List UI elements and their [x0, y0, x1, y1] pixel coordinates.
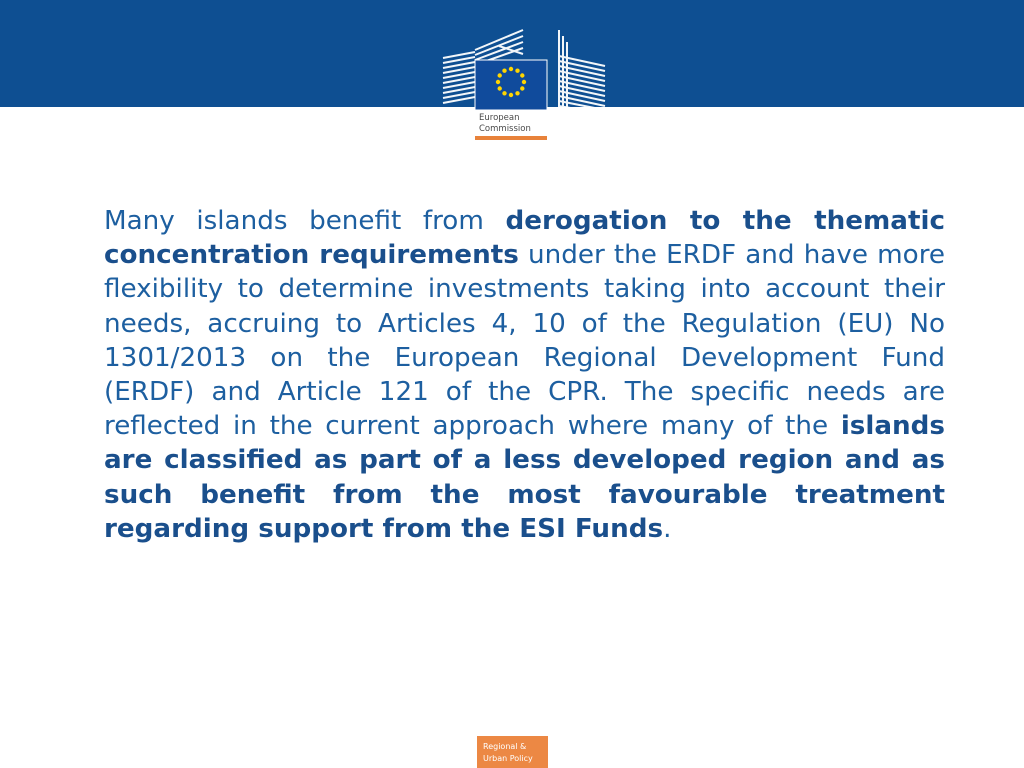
badge-line-2: Urban Policy [483, 754, 533, 763]
emphasis-derogation: derogation to the thematic concentration requirements [104, 206, 945, 271]
main-paragraph [104, 204, 945, 546]
european-commission-logo [439, 26, 609, 144]
text-segment: under the ERDF and have more flexibility to determine investments taking into account their needs, accruing to Articles 4, 10 of the Regulation (EU) No 1301/2013 on the European Regional Development Fund (ERDF) and Article 121 of the CPR. The specific needs are reflected in the current approach where many of the [104, 240, 945, 442]
logo-accent-bar [475, 136, 547, 140]
regional-urban-policy-badge [477, 736, 548, 768]
logo-line-1: European [479, 113, 520, 123]
logo-wordmark [475, 110, 547, 138]
emphasis-islands-classification: islands are classified as part of a less developed region and as such benefit from the most favourable treatment regarding support from the ESI Funds [104, 411, 945, 544]
text-segment: . [663, 513, 672, 544]
logo-line-2: Commission [479, 124, 531, 134]
text-segment: Many islands benefit from [104, 206, 506, 236]
badge-line-1: Regional & [483, 742, 527, 751]
